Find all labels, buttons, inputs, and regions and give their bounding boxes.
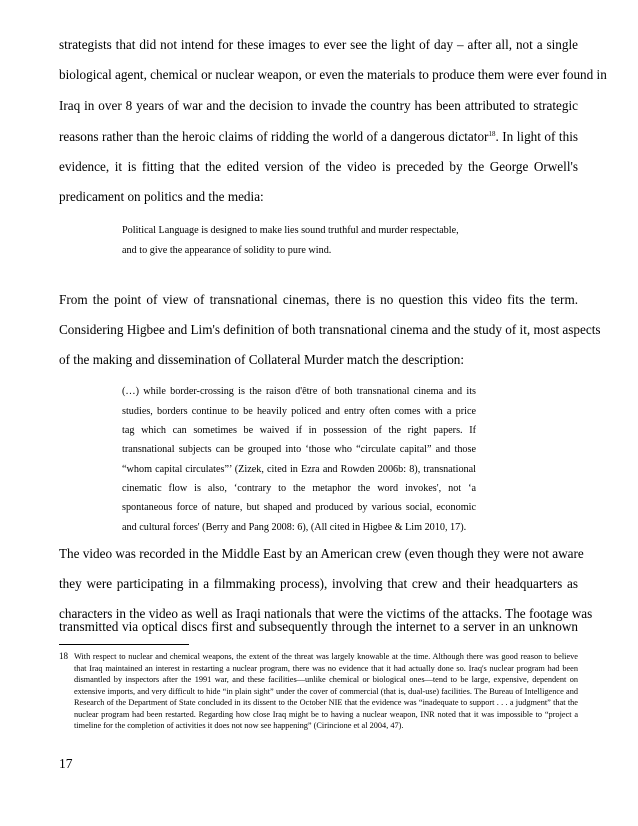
- footnote-number: 18: [59, 651, 68, 661]
- paragraph-3-line-4: transmitted via optical discs first and subsequently through the internet to a server in an unknown: [59, 619, 578, 634]
- footnote-separator: [59, 644, 189, 645]
- footnote-line-3: dismantled by inspectors after the 1991 war, and these facilities—unlike chemical or biological ones—tend to be large, expensive, dependent on: [74, 675, 578, 684]
- footnote-line-6: nuclear program had been restarted. Regarding how close Iraq might be to having a nuclear weapon, INR noted that it was impossible to “project a: [74, 710, 578, 719]
- orwell-quote-line-1: Political Language is designed to make lies sound truthful and murder respectable,: [122, 225, 459, 236]
- paragraph-1-line-4-tail: . In light of this: [495, 129, 578, 144]
- higbee-quote-line-7: spontaneous force of nature, but shaped and produced by various social, economic: [122, 502, 476, 513]
- paragraph-1-line-4-text: reasons rather than the heroic claims of ridding the world of a dangerous dictator: [59, 129, 489, 144]
- footnote-line-5: Research of the Department of State concluded in its dissent to the October NIE that the evidence was “inadequate to support . . . a judgment” that the: [74, 698, 578, 707]
- orwell-quote-line-2: and to give the appearance of solidity to pure wind.: [122, 245, 332, 256]
- paragraph-3-line-3: characters in the video as well as Iraqi nationals that were the victims of the attacks. The footage was: [59, 606, 593, 621]
- footnote-line-4: extensive imports, and very difficult to hide “in plain sight” under the cover of commercial (that is, dual-use) facilities. The Bureau of Intelligence and: [74, 687, 578, 696]
- footnote-line-1: With respect to nuclear and chemical weapons, the extent of the threat was largely knowable at the time. Although there was good reason to believe: [74, 652, 578, 661]
- paragraph-1-line-1: strategists that did not intend for these images to ever see the light of day – after all, not a single: [59, 37, 578, 52]
- paragraph-2-line-2: Considering Higbee and Lim's definition of both transnational cinema and the study of it, most aspects: [59, 322, 601, 337]
- footnote-line-7: timeline for the completion of activities it does not now see happening” (Cirincione et al 2004, 47).: [74, 721, 404, 730]
- paragraph-2-line-3: of the making and dissemination of Collateral Murder match the description:: [59, 352, 465, 367]
- higbee-quote-line-8: and cultural forces' (Berry and Pang 2008: 6), (All cited in Higbee & Lim 2010, 17).: [122, 522, 467, 533]
- paragraph-1-line-6: predicament on politics and the media:: [59, 189, 264, 204]
- higbee-quote-line-4: transnational subjects can be grouped into ‘those who “circulate capital” and those: [122, 444, 476, 455]
- higbee-quote-line-5: “whom capital circulates”’ (Zizek, cited in Ezra and Rowden 2006b: 8), transnational: [122, 464, 476, 475]
- paragraph-3-line-2: they were participating in a filmmaking process), involving that crew and their headquarters as: [59, 576, 578, 591]
- higbee-quote-line-6: cinematic flow is also, ‘contrary to the metaphor the word invokes', not ‘a: [122, 483, 476, 494]
- paragraph-3-line-1: The video was recorded in the Middle East by an American crew (even though they were not aware: [59, 546, 584, 561]
- paragraph-1-line-4: [59, 129, 578, 145]
- higbee-quote-line-3: tag which can sometimes be waived if in possession of the right papers. If: [122, 425, 476, 436]
- paragraph-1-line-2: biological agent, chemical or nuclear weapon, or even the materials to produce them were ever found in: [59, 67, 607, 82]
- higbee-quote-line-1: (…) while border-crossing is the raison d'être of both transnational cinema and its: [122, 386, 476, 397]
- paragraph-2-line-1: From the point of view of transnational cinemas, there is no question this video fits the term.: [59, 292, 578, 307]
- paragraph-1-line-3: Iraq in over 8 years of war and the decision to invade the country has been attributed to strategic: [59, 98, 578, 113]
- footnote-ref-18[interactable]: 18: [488, 130, 496, 138]
- page-number: 17: [59, 756, 73, 771]
- footnote-line-2: that Iraq maintained an interest in restarting a nuclear program, there was no evidence that it had actually done so. Iraq's nuclear program had been: [74, 664, 578, 673]
- paragraph-1-line-5: evidence, it is fitting that the edited version of the video is preceded by the George Orwell's: [59, 159, 578, 174]
- higbee-quote-line-2: studies, borders continue to be heavily policed and entry often comes with a price: [122, 406, 476, 417]
